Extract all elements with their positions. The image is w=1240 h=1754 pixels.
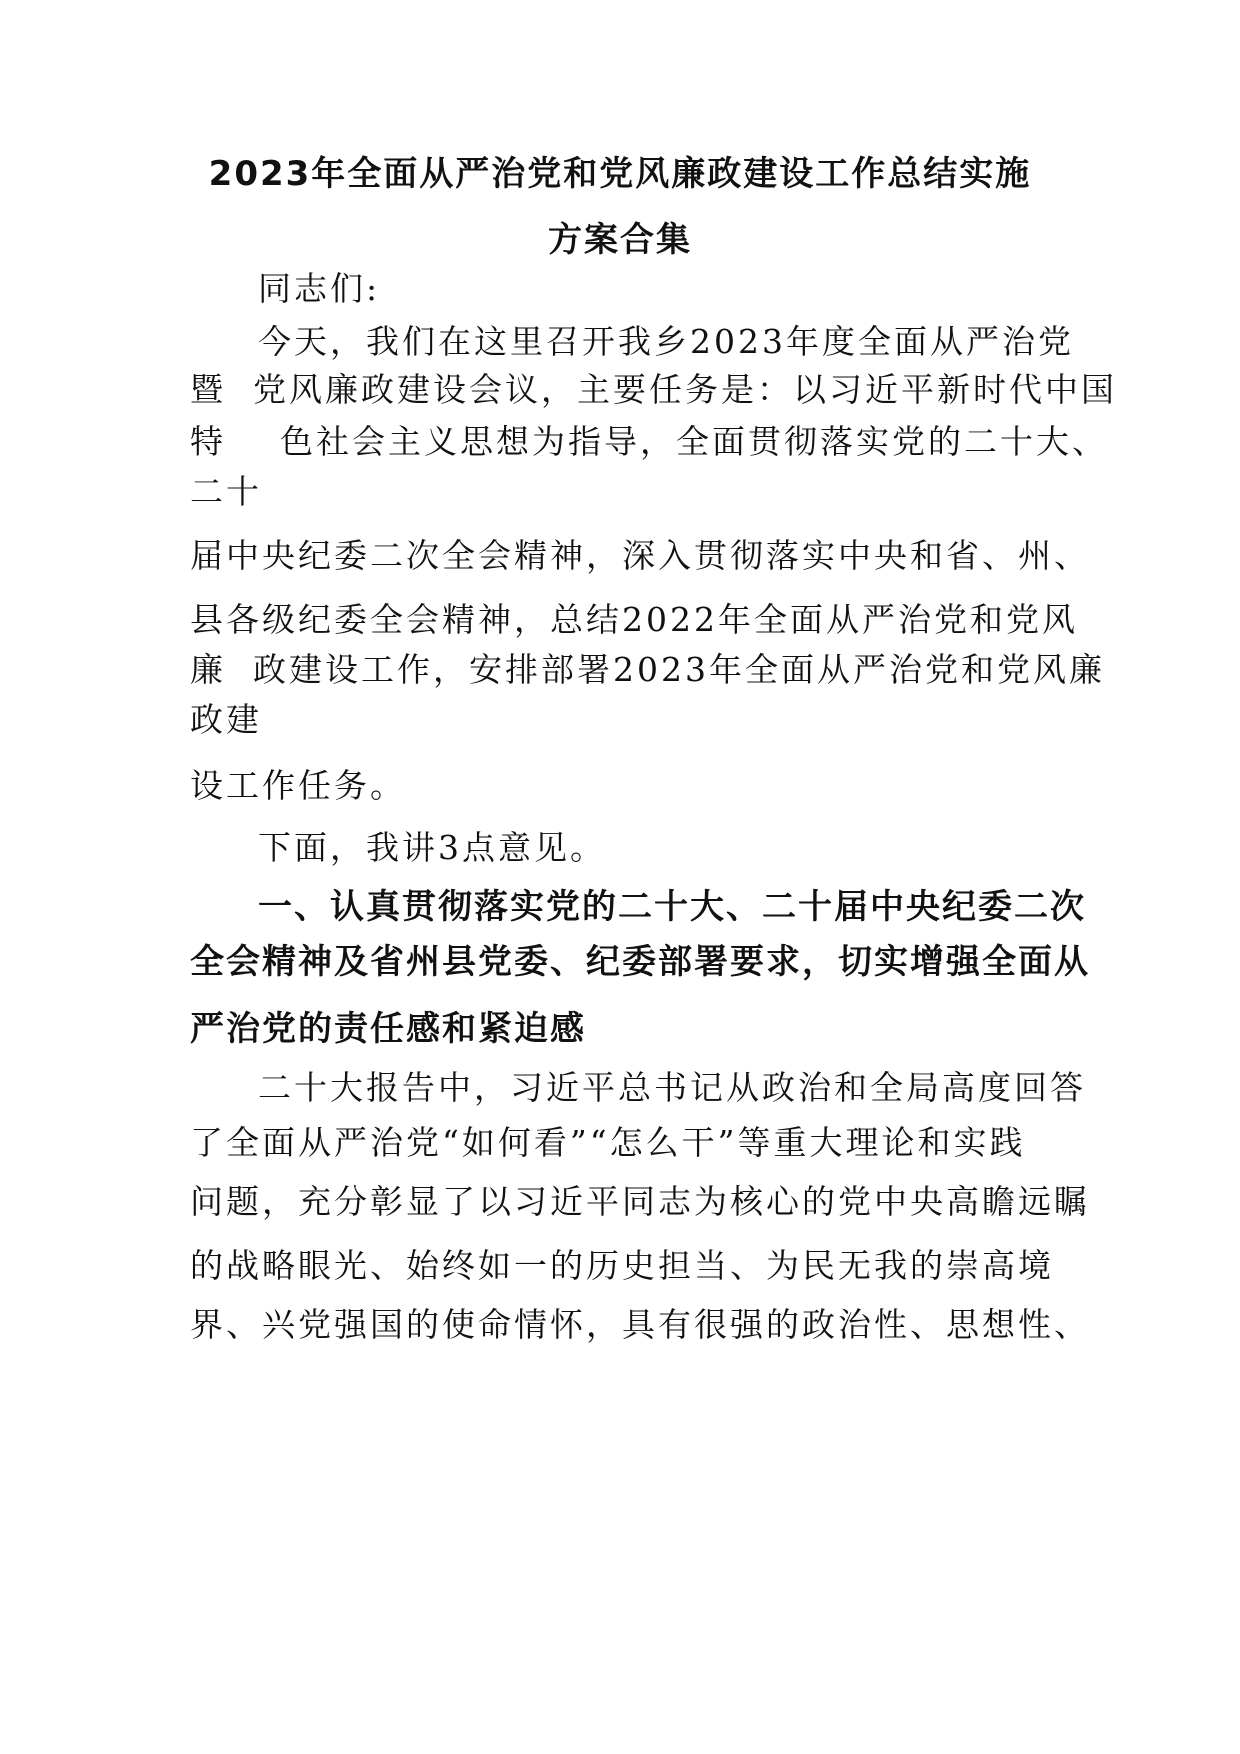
document-title-line-1: 2023年全面从严治党和党风廉政建设工作总结实施 bbox=[208, 154, 1032, 194]
salutation: 同志们: bbox=[258, 269, 381, 308]
section1-heading-line: 全会精神及省州县党委、纪委部署要求，切实增强全面从 bbox=[190, 942, 1090, 982]
paragraph3-line: 问题，充分彰显了以习近平同志为核心的党中央高瞻远瞩 bbox=[190, 1182, 1090, 1221]
paragraph1-line: 二十 bbox=[190, 472, 262, 511]
section1-heading-line: 严治党的责任感和紧迫感 bbox=[190, 1009, 586, 1049]
paragraph1-line: 今天，我们在这里召开我乡2023年度全面从严治党 bbox=[258, 322, 1074, 361]
paragraph1-line: 暨 党风廉政建设会议，主要任务是：以习近平新时代中国 bbox=[190, 370, 1117, 409]
paragraph3-line: 二十大报告中，习近平总书记从政治和全局高度回答 bbox=[258, 1068, 1086, 1107]
paragraph1-line: 廉 政建设工作，安排部署2023年全面从严治党和党风廉 bbox=[190, 650, 1105, 689]
paragraph1-line: 特 色社会主义思想为指导，全面贯彻落实党的二十大、 bbox=[190, 422, 1108, 461]
paragraph1-line: 届中央纪委二次全会精神，深入贯彻落实中央和省、州、 bbox=[190, 536, 1090, 575]
paragraph1-line: 设工作任务。 bbox=[190, 766, 406, 805]
paragraph1-line: 县各级纪委全会精神，总结2022年全面从严治党和党风 bbox=[190, 600, 1078, 639]
paragraph3-line: 界、兴党强国的使命情怀，具有很强的政治性、思想性、 bbox=[190, 1305, 1090, 1344]
paragraph2: 下面，我讲3点意见。 bbox=[258, 828, 606, 867]
section1-heading-line: 一、认真贯彻落实党的二十大、二十届中央纪委二次 bbox=[258, 887, 1086, 927]
paragraph3-line: 了全面从严治党“如何看”“怎么干”等重大理论和实践 bbox=[190, 1123, 1026, 1162]
document-title-line-2: 方案合集 bbox=[548, 220, 692, 260]
paragraph3-line: 的战略眼光、始终如一的历史担当、为民无我的崇高境 bbox=[190, 1246, 1054, 1285]
paragraph1-line: 政建 bbox=[190, 700, 262, 739]
